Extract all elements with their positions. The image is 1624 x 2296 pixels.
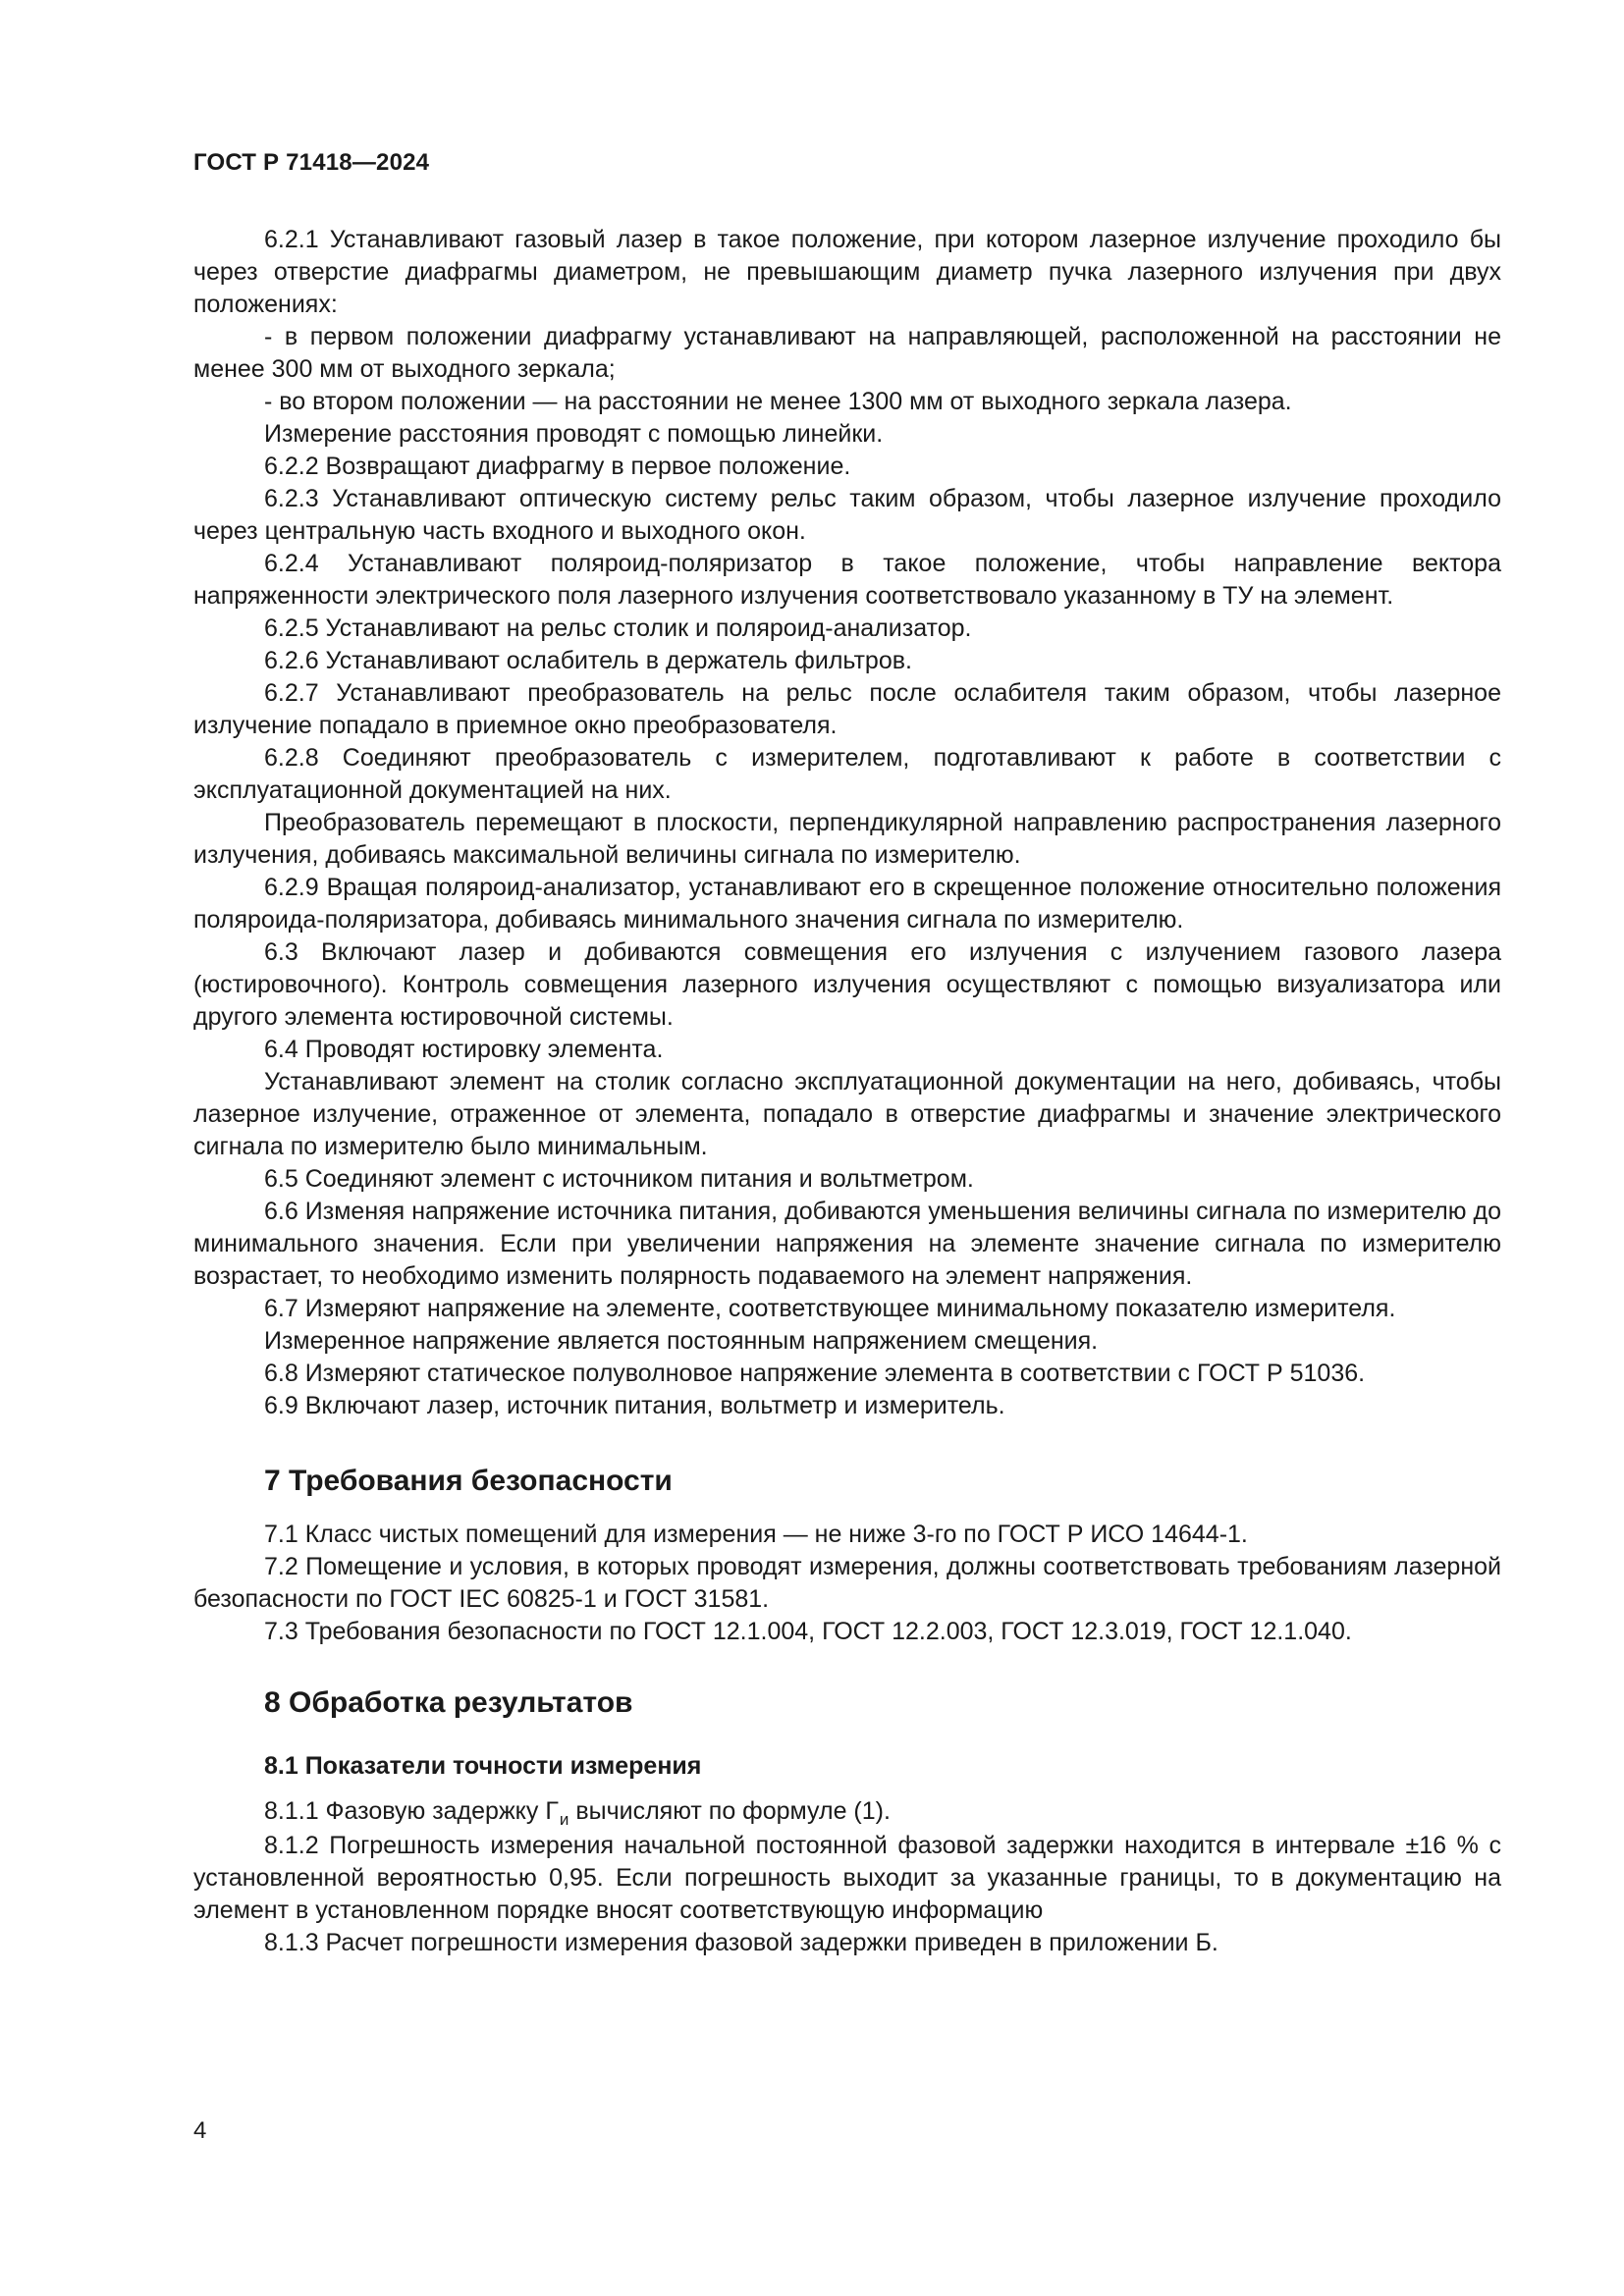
paragraph-6-2-1: 6.2.1 Устанавливают газовый лазер в такое положение, при котором лазерное излучение проходило бы через отверстие диафрагмы диаметром, не превышающим диаметр пучка лазерного излучения при двух положениях: [193,226,1501,318]
paragraph-6-7: 6.7 Измеряют напряжение на элементе, соответствующее минимальному показателю измерителя. [264,1295,1396,1322]
paragraph-6-2-7: 6.2.7 Устанавливают преобразователь на рельс после ослабителя таким образом, чтобы лазерное излучение попадало в приемное окно преобразователя. [193,679,1501,739]
paragraph-6-2-8-cont: Преобразователь перемещают в плоскости, перпендикулярной направлению распространения лазерного излучения, добиваясь максимальной величины сигнала по измерителю. [193,809,1501,869]
paragraph-8-1-1-text: 8.1.1 Фазовую задержку Г [264,1797,559,1825]
paragraph-6-2-3: 6.2.3 Устанавливают оптическую систему рельс таким образом, чтобы лазерное излучение проходило через центральную часть входного и выходного окон. [193,485,1501,545]
paragraph-7-2: 7.2 Помещение и условия, в которых проводят измерения, должны соответствовать требованиям лазерной безопасности по ГОСТ IEC 60825-1 и ГОСТ 31581. [193,1553,1501,1613]
paragraph-6-2-6: 6.2.6 Устанавливают ослабитель в держатель фильтров. [264,647,912,674]
paragraph-6-6: 6.6 Изменяя напряжение источника питания, добиваются уменьшения величины сигнала по измерителю до минимального значения. Если при увеличении напряжения на элементе значение сигнала по измерителю возрастает, то необходимо изменить полярность подаваемого на элемент напряжения. [193,1198,1501,1290]
paragraph-8-1-2: 8.1.2 Погрешность измерения начальной постоянной фазовой задержки находится в интервале ±16 % с установленной вероятностью 0,95. Если погрешность выходит за указанные границы, то в документацию на элемент в установленном порядке вносят соответствующую информацию [193,1832,1501,1924]
document-body [193,224,1501,1959]
paragraph-6-2-2: 6.2.2 Возвращают диафрагму в первое положение. [264,453,851,480]
section-7-heading: 7 Требования безопасности [264,1465,673,1497]
paragraph-6-2-4: 6.2.4 Устанавливают поляроид-поляризатор в такое положение, чтобы направление вектора напряженности электрического поля лазерного излучения соответствовало указанному в ТУ на элемент. [193,550,1501,610]
paragraph-8-1-3: 8.1.3 Расчет погрешности измерения фазовой задержки приведен в приложении Б. [264,1929,1218,1956]
document-code-header: ГОСТ Р 71418—2024 [193,149,430,176]
subsection-8-1-heading: 8.1 Показатели точности измерения [264,1752,702,1780]
paragraph-6-4: 6.4 Проводят юстировку элемента. [264,1036,664,1063]
paragraph-6-5: 6.5 Соединяют элемент с источником питания и вольтметром. [264,1165,974,1193]
paragraph-6-4-cont: Устанавливают элемент на столик согласно эксплуатационной документации на него, добиваясь, чтобы лазерное излучение, отраженное от элемента, попадало в отверстие диафрагмы и значение электрического сигнала по измерителю было минимальным. [193,1068,1501,1160]
paragraph-6-9: 6.9 Включают лазер, источник питания, вольтметр и измеритель. [264,1392,1005,1419]
section-8-heading: 8 Обработка результатов [264,1686,633,1719]
gamma-subscript: и [559,1810,569,1829]
paragraph-7-3: 7.3 Требования безопасности по ГОСТ 12.1.004, ГОСТ 12.2.003, ГОСТ 12.3.019, ГОСТ 12.1.040. [264,1618,1352,1645]
paragraph-7-1: 7.1 Класс чистых помещений для измерения — не ниже 3-го по ГОСТ Р ИСО 14644-1. [264,1521,1248,1548]
paragraph-8-1-1-tail: вычисляют по формуле (1). [568,1797,891,1825]
paragraph-6-3: 6.3 Включают лазер и добиваются совмещения его излучения с излучением газового лазера (юстировочного). Контроль совмещения лазерного излучения осуществляют с помощью визуализатора или другого элемента юстировочной системы. [193,938,1501,1031]
paragraph-6-2-5: 6.2.5 Устанавливают на рельс столик и поляроид-анализатор. [264,614,972,642]
page-number: 4 [193,2117,207,2144]
paragraph-6-2-8: 6.2.8 Соединяют преобразователь с измерителем, подготавливают к работе в соответствии с эксплуатационной документацией на них. [193,744,1501,804]
paragraph-6-2-1-item-1: - в первом положении диафрагму устанавливают на направляющей, расположенной на расстоянии не менее 300 мм от выходного зеркала; [193,323,1501,383]
paragraph-6-2-9: 6.2.9 Вращая поляроид-анализатор, устанавливают его в скрещенное положение относительно положения поляроида-поляризатора, добиваясь минимального значения сигнала по измерителю. [193,874,1501,934]
paragraph-8-1-1 [193,1795,1501,1830]
paragraph-6-8: 6.8 Измеряют статическое полуволновое напряжение элемента в соответствии с ГОСТ Р 51036. [264,1360,1366,1387]
paragraph-6-2-1-item-2: - во втором положении — на расстоянии не менее 1300 мм от выходного зеркала лазера. [264,388,1292,415]
paragraph-6-7-cont: Измеренное напряжение является постоянным напряжением смещения. [264,1327,1099,1355]
paragraph-6-2-1-note: Измерение расстояния проводят с помощью линейки. [264,420,884,448]
